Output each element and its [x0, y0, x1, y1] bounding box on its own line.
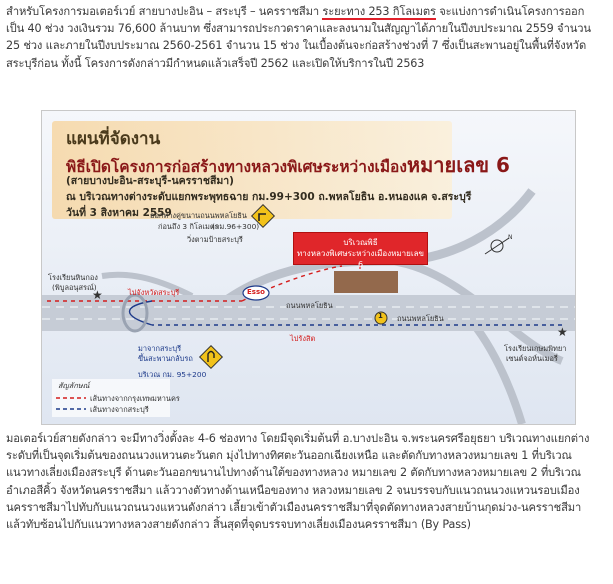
ceremony-box	[293, 232, 428, 269]
legend-item-bangkok: เส้นทางจากกรุงเทพมหานคร	[90, 394, 180, 403]
legend-item-saraburi: เส้นทางจากสระบุรี	[90, 405, 149, 414]
event-map	[41, 110, 576, 425]
highway-shield-label: 1	[378, 312, 383, 320]
legend-title: สัญลักษณ์	[58, 381, 90, 390]
exit-label-1: ออกทางคู่ขนานถนนพหลโยธิน	[150, 211, 247, 220]
ceremony-tent	[334, 271, 398, 293]
turn-label: วิ่งตามป้ายสระบุรี	[187, 235, 243, 244]
hospital-label-2: เซนต์จอห์นเมอรี่	[506, 354, 558, 363]
map-date: วันที่ 3 สิงหาคม 2559	[66, 207, 172, 219]
map-subtitle-prefix: พิธีเปิดโครงการก่อสร้างทางหลวงพิเศษระหว่างเมือง	[66, 158, 407, 176]
exit-label-3: (กม.96+300)	[212, 222, 260, 231]
phahon-label-1: ถนนพหลโยธิน	[286, 301, 333, 310]
intro-paragraph	[6, 3, 602, 72]
school-label-2: (พิบูลอนุสรณ์)	[52, 283, 97, 292]
svg-text:N: N	[508, 234, 513, 241]
hospital-label-1: โรงเรียนเกษมพิทยา	[504, 344, 567, 353]
come-from-label-1: มาจากสระบุรี	[138, 344, 182, 353]
ceremony-box-line1: บริเวณพิธี	[343, 238, 378, 247]
map-legend	[54, 379, 180, 417]
map-location: ณ บริเวณทางต่างระดับแยกพระพุทธฉาย กม.99+300 ถ.พหลโยธิน อ.หนองแค จ.สระบุรี	[66, 191, 472, 203]
route-description-paragraph: มอเตอร์เวย์สายดังกล่าว จะมีทางวิ่งตั้งละ 4-6 ช่องทาง โดยมีจุดเริ่มต้นที่ อ.บางปะอิน จ.พระนครศรีอยุธยา บริเวณทางแยกต่างระดับที่เป็นจุดเริ่มต้นของถนนวงแหวนตะวันตก มุ่งไปทางทิศตะวันออกเฉียงเหนือ และตัดกับทางหลวงหมายเลข 1 ที่บริเวณแนวทางเลี่ยงเมืองสระบุรี ด้านตะวันออกขนานไปทางด้านใต้ของทางหลวง หมายเลข 2 ตัดกับทางหลวงหมายเลข 2 ที่บริเวณอำเภอสีคิ้ว จังหวัดนครราชสีมา แล้ววางตัวทางด้านเหนือของทาง หลวงหมายเลข 2 จนบรรจบกับแนวถนนวงแหวนรอบเมืองนครราชสีมาไปทับกับแนวถนนวงแหวนดังกล่าว เลี้ยวเข้าตัวเมืองนครราชสีมาที่จุดตัดทางหลวงสายบ้านกุดม่วง-นครราชสีมา แล้วทับซ้อนไปกับแนวทางหลวงสายดังกล่าว สิ้นสุดที่จุดบรรจบทางเลี่ยงเมืองนครราชสีมา (By Pass)	[6, 432, 590, 532]
map-title: แผนที่จัดงาน	[66, 129, 161, 149]
school-label-1: โรงเรียนหินกอง	[48, 273, 98, 282]
to-saraburi-label: ไปจังหวัดสระบุรี	[128, 288, 180, 297]
intro-text-before: สำหรับโครงการมอเตอร์เวย์ สายบางปะอิน – สระบุรี – นครราชสีมา	[6, 5, 323, 18]
hospital-landmark-icon: ★	[557, 325, 568, 339]
to-bangkok-label: ไปรังสิต	[290, 334, 316, 343]
phahon-label-2: ถนนพหลโยธิน	[397, 314, 444, 323]
ceremony-box-line2: ทางหลวงพิเศษระหว่างเมืองหมายเลข 6	[297, 249, 424, 269]
exit-label-2: ก่อนถึง 3 กิโลเมตร	[158, 222, 219, 231]
map-subtitle-number: หมายเลข 6	[406, 153, 510, 177]
distance-highlight: ระยะทาง 253 กิโลเมตร	[322, 5, 436, 18]
come-from-label-3: บริเวณ กม. 95+200	[138, 370, 207, 379]
school-landmark-icon: ★	[92, 288, 103, 302]
esso-label: Esso	[247, 288, 265, 296]
map-route: (สายบางปะอิน-สระบุรี-นครราชสีมา)	[66, 175, 234, 187]
intro-text-after: จะแบ่งการดำเนินโครงการออกเป็น 40 ช่วง วงเงินรวม 76,600 ล้านบาท ซึ่งสามารถประกวดราคาและลงนามในสัญญาได้ภายในปีงบประมาณ 2559 จำนวน 25 ช่วง และภายในปีงบประมาณ 2560-2561 จำนวน 15 ช่วง ในเบื้องต้นจะก่อสร้างช่วงที่ 7 ซึ่งเป็นสะพานอยู่ในพื้นที่จังหวัดสระบุรีก่อน ทั้งนี้ โครงการดังกล่าวมีกำหนดแล้วเสร็จปี 2562 และเปิดให้บริการในปี 2563	[6, 5, 591, 70]
come-from-label-2: ขึ้นสะพานกลับรถ	[138, 354, 193, 363]
